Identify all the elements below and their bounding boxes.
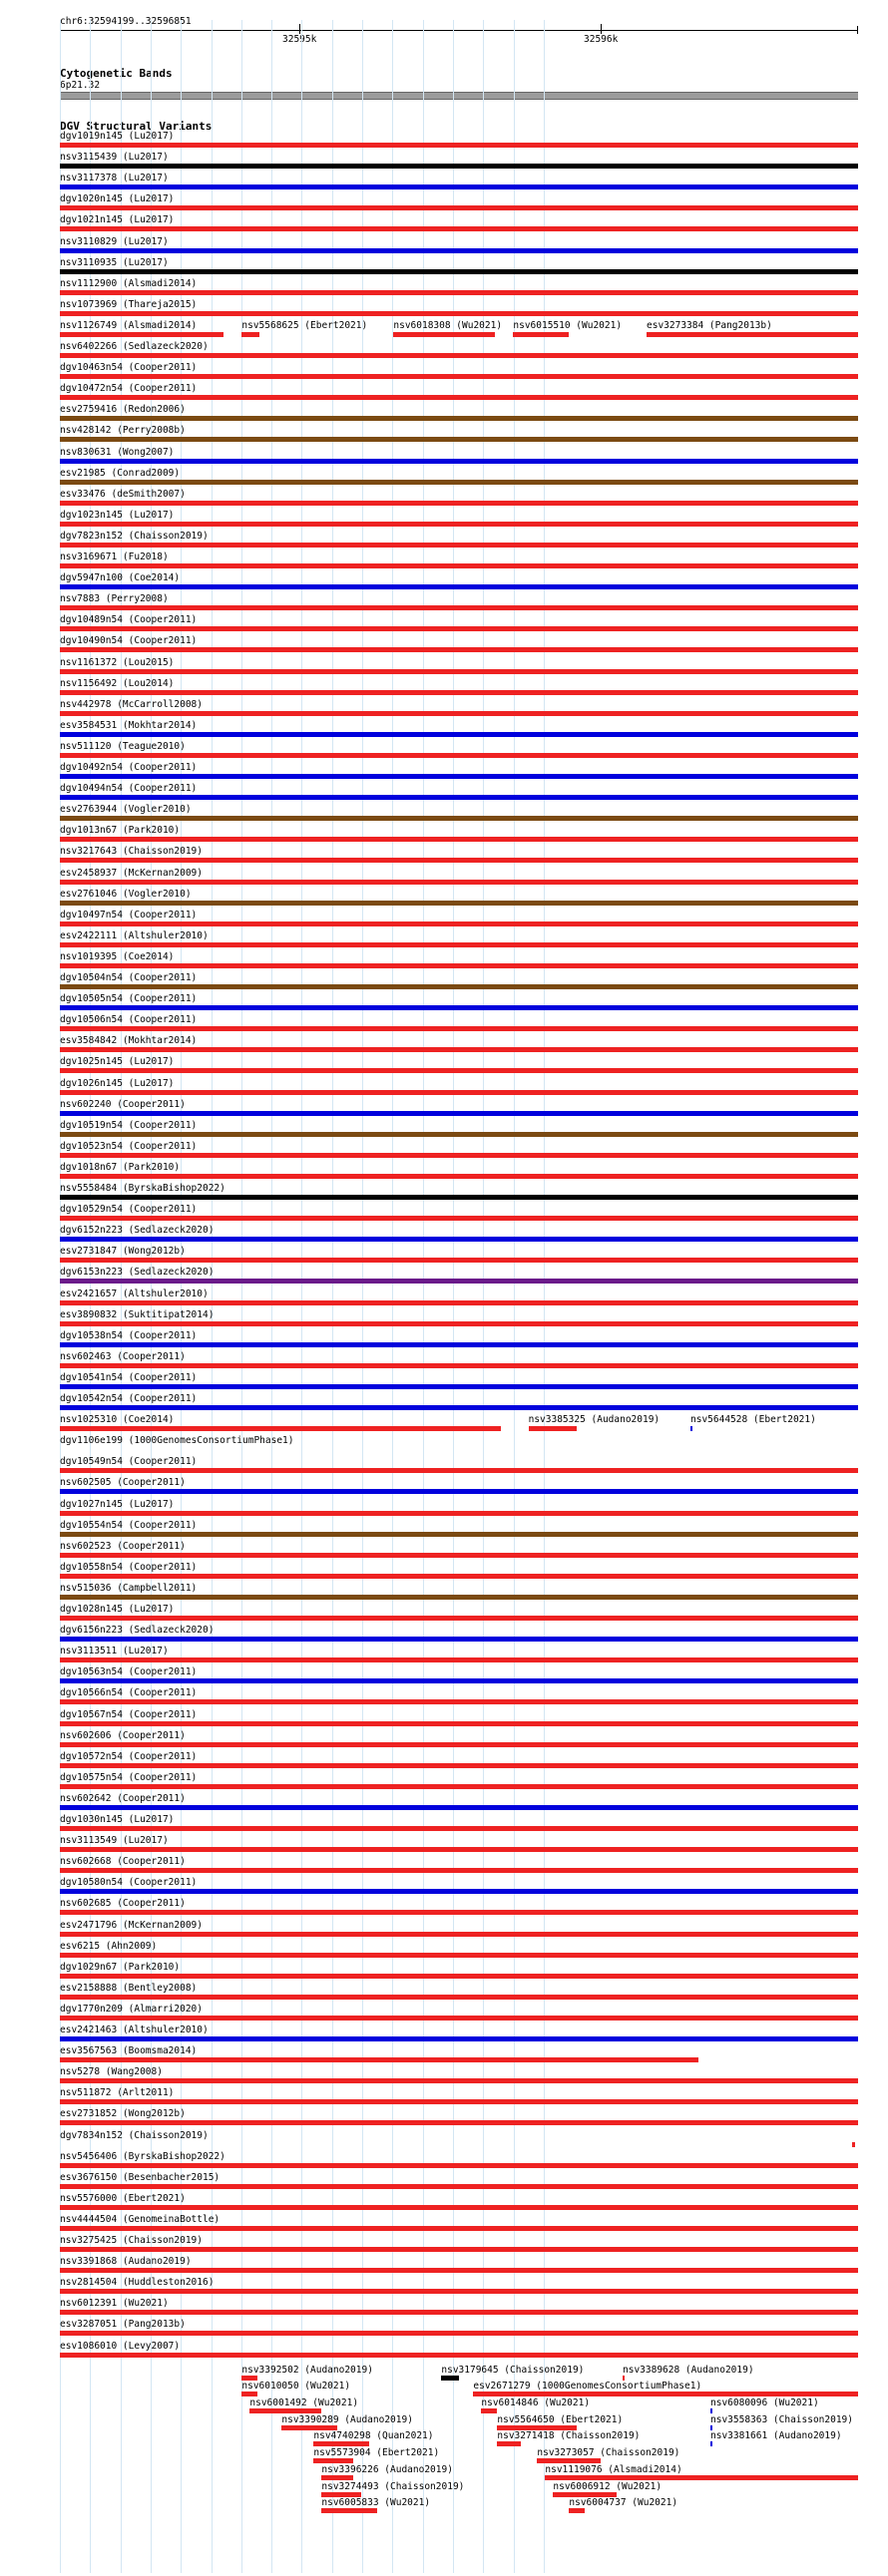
- variant-bar[interactable]: [60, 2099, 858, 2104]
- variant-label[interactable]: nsv6010050 (Wu2021): [241, 2381, 351, 2392]
- variant-label[interactable]: dgv10492n54 (Cooper2011): [60, 762, 198, 773]
- variant-label[interactable]: nsv1112900 (Alsmadi2014): [60, 277, 198, 289]
- variant-bar[interactable]: [60, 522, 858, 527]
- variant-bar[interactable]: [60, 2353, 858, 2358]
- variant-bar[interactable]: [623, 2376, 625, 2381]
- variant-bar[interactable]: [497, 2425, 577, 2430]
- variant-label[interactable]: nsv1126749 (Alsmadi2014): [60, 319, 198, 331]
- variant-bar[interactable]: [60, 416, 858, 421]
- variant-bar[interactable]: [60, 1532, 858, 1537]
- grid-line: [423, 20, 424, 2573]
- grid-line: [453, 20, 454, 2573]
- variant-label[interactable]: dgv1020n145 (Lu2017): [60, 193, 175, 205]
- variant-label[interactable]: esv3287051 (Pang2013b): [60, 2319, 186, 2331]
- variant-label[interactable]: nsv2814504 (Huddleston2016): [60, 2277, 215, 2289]
- variant-label[interactable]: nsv3385325 (Audano2019): [528, 1414, 661, 1426]
- variant-bar[interactable]: [60, 1342, 858, 1347]
- variant-bar[interactable]: [60, 626, 858, 631]
- variant-label[interactable]: dgv10566n54 (Cooper2011): [60, 1687, 198, 1699]
- ruler-axis: [60, 30, 858, 31]
- variant-bar[interactable]: [60, 1616, 858, 1621]
- variant-label[interactable]: dgv1029n67 (Park2010): [60, 1961, 181, 1973]
- variant-label[interactable]: nsv3396226 (Audano2019): [321, 2463, 453, 2475]
- variant-bar[interactable]: [60, 480, 858, 485]
- variant-bar[interactable]: [60, 1574, 858, 1579]
- variant-label[interactable]: nsv442978 (McCarroll2008): [60, 698, 203, 710]
- variant-label[interactable]: nsv602642 (Cooper2011): [60, 1792, 186, 1804]
- variant-bar[interactable]: [60, 774, 858, 779]
- variant-bar[interactable]: [321, 2508, 377, 2513]
- variant-bar[interactable]: [60, 2120, 858, 2125]
- variant-bar[interactable]: [60, 921, 858, 926]
- variant-label[interactable]: dgv10463n54 (Cooper2011): [60, 362, 198, 374]
- variant-bar[interactable]: [60, 1258, 858, 1263]
- variant-bar[interactable]: [60, 1216, 858, 1221]
- variant-label[interactable]: esv21985 (Conrad2009): [60, 467, 181, 479]
- variant-label[interactable]: dgv10572n54 (Cooper2011): [60, 1750, 198, 1762]
- variant-bar[interactable]: [60, 1657, 858, 1662]
- variant-label[interactable]: dgv10519n54 (Cooper2011): [60, 1119, 198, 1131]
- variant-bar[interactable]: [60, 669, 858, 674]
- variant-label[interactable]: esv1086010 (Levy2007): [60, 2340, 181, 2352]
- variant-label[interactable]: nsv5568625 (Ebert2021): [241, 319, 368, 331]
- variant-label[interactable]: dgv1030n145 (Lu2017): [60, 1814, 175, 1825]
- variant-bar[interactable]: [60, 1237, 858, 1242]
- variant-label[interactable]: dgv10575n54 (Cooper2011): [60, 1771, 198, 1783]
- variant-label[interactable]: nsv602505 (Cooper2011): [60, 1477, 186, 1489]
- variant-label[interactable]: esv3676150 (Besenbacher2015): [60, 2171, 221, 2183]
- ruler-label-32596k: 32596k: [584, 34, 619, 45]
- variant-bar[interactable]: [60, 816, 858, 821]
- variant-bar[interactable]: [553, 2492, 617, 2497]
- variant-bar[interactable]: [60, 164, 858, 169]
- variant-bar[interactable]: [60, 1132, 858, 1137]
- variant-label[interactable]: dgv10541n54 (Cooper2011): [60, 1371, 198, 1383]
- variant-bar[interactable]: [313, 2458, 353, 2463]
- dgv-track-title: DGV Structural Variants: [60, 120, 213, 133]
- variant-bar[interactable]: [60, 143, 858, 148]
- variant-label[interactable]: dgv1026n145 (Lu2017): [60, 1077, 175, 1089]
- variant-label[interactable]: nsv3389628 (Audano2019): [623, 2364, 754, 2376]
- variant-bar[interactable]: [60, 1111, 858, 1116]
- variant-label[interactable]: nsv602463 (Cooper2011): [60, 1350, 186, 1362]
- variant-bar[interactable]: [60, 837, 858, 842]
- variant-bar[interactable]: [60, 1721, 858, 1726]
- variant-label[interactable]: nsv6004737 (Wu2021): [569, 2497, 678, 2509]
- variant-bar[interactable]: [60, 2268, 858, 2273]
- variant-label[interactable]: nsv3115439 (Lu2017): [60, 152, 169, 164]
- variant-label[interactable]: nsv1119076 (Alsmadi2014): [545, 2463, 682, 2475]
- variant-bar[interactable]: [60, 226, 858, 231]
- variant-label[interactable]: esv2158888 (Bentley2008): [60, 1982, 198, 1994]
- variant-bar[interactable]: [60, 543, 858, 548]
- variant-label[interactable]: nsv1156492 (Lou2014): [60, 677, 175, 689]
- variant-bar[interactable]: [60, 1826, 858, 1831]
- variant-bar[interactable]: [60, 901, 858, 906]
- variant-bar[interactable]: [441, 2376, 459, 2381]
- variant-bar[interactable]: [60, 2016, 858, 2021]
- variant-label[interactable]: dgv10489n54 (Cooper2011): [60, 614, 198, 626]
- variant-label[interactable]: nsv3169671 (Fu2018): [60, 552, 169, 562]
- variant-label[interactable]: esv2731852 (Wong2012b): [60, 2108, 186, 2120]
- grid-line: [212, 20, 213, 2573]
- variant-bar[interactable]: [710, 2408, 712, 2413]
- variant-label[interactable]: nsv3274493 (Chaisson2019): [321, 2480, 465, 2492]
- variant-label[interactable]: nsv1073969 (Thareja2015): [60, 298, 198, 310]
- variant-label[interactable]: nsv602523 (Cooper2011): [60, 1540, 186, 1552]
- variant-bar[interactable]: [60, 1953, 858, 1958]
- variant-label[interactable]: nsv602606 (Cooper2011): [60, 1729, 186, 1741]
- variant-label[interactable]: dgv5947n100 (Coe2014): [60, 572, 181, 584]
- variant-label[interactable]: esv33476 (deSmith2007): [60, 488, 186, 500]
- variant-bar[interactable]: [60, 1637, 858, 1642]
- variant-label[interactable]: dgv1028n145 (Lu2017): [60, 1604, 175, 1615]
- variant-label[interactable]: esv2422111 (Altshuler2010): [60, 929, 209, 941]
- variant-bar[interactable]: [60, 1047, 858, 1052]
- variant-bar[interactable]: [60, 880, 858, 885]
- variant-label[interactable]: nsv602240 (Cooper2011): [60, 1098, 186, 1110]
- variant-bar[interactable]: [241, 332, 259, 337]
- variant-label[interactable]: esv6215 (Ahn2009): [60, 1940, 158, 1952]
- variant-bar[interactable]: [60, 795, 858, 800]
- variant-label[interactable]: dgv6152n223 (Sedlazeck2020): [60, 1225, 215, 1237]
- variant-label[interactable]: nsv6014846 (Wu2021): [481, 2397, 591, 2408]
- variant-bar[interactable]: [60, 353, 858, 358]
- variant-bar[interactable]: [60, 2205, 858, 2210]
- variant-label[interactable]: esv3584842 (Mokhtar2014): [60, 1035, 198, 1047]
- variant-label[interactable]: nsv1019395 (Coe2014): [60, 950, 175, 962]
- variant-bar[interactable]: [60, 942, 858, 947]
- variant-bar[interactable]: [569, 2508, 585, 2513]
- variant-label[interactable]: nsv3110935 (Lu2017): [60, 256, 169, 268]
- variant-bar[interactable]: [60, 1974, 858, 1979]
- variant-bar[interactable]: [60, 1784, 858, 1789]
- variant-bar[interactable]: [497, 2441, 521, 2446]
- variant-bar[interactable]: [60, 858, 858, 863]
- variant-bar[interactable]: [241, 2392, 257, 2396]
- variant-label[interactable]: dgv7823n152 (Chaisson2019): [60, 530, 209, 542]
- variant-label[interactable]: dgv10506n54 (Cooper2011): [60, 1014, 198, 1026]
- variant-bar[interactable]: [60, 1742, 858, 1747]
- variant-bar[interactable]: [60, 1384, 858, 1389]
- variant-bar[interactable]: [60, 1026, 858, 1031]
- variant-bar[interactable]: [60, 1426, 501, 1431]
- variant-label[interactable]: nsv4740298 (Quan2021): [313, 2430, 434, 2442]
- variant-bar[interactable]: [60, 269, 858, 274]
- variant-label[interactable]: nsv830631 (Wong2007): [60, 446, 175, 458]
- variant-label[interactable]: dgv10494n54 (Cooper2011): [60, 783, 198, 795]
- variant-bar[interactable]: [60, 1279, 858, 1284]
- grid-line: [514, 20, 515, 2573]
- variant-label[interactable]: nsv428142 (Perry2008b): [60, 425, 186, 437]
- variant-label[interactable]: nsv5278 (Wang2008): [60, 2066, 163, 2078]
- variant-label[interactable]: dgv10504n54 (Cooper2011): [60, 972, 198, 983]
- variant-bar[interactable]: [60, 1889, 858, 1894]
- variant-label[interactable]: esv2759416 (Redon2006): [60, 404, 186, 416]
- variant-label[interactable]: esv2421657 (Altshuler2010): [60, 1288, 209, 1299]
- variant-bar[interactable]: [60, 1300, 858, 1305]
- variant-label[interactable]: dgv10542n54 (Cooper2011): [60, 1393, 198, 1404]
- variant-label[interactable]: nsv6012391 (Wu2021): [60, 2298, 169, 2310]
- variant-label[interactable]: nsv5564650 (Ebert2021): [497, 2413, 624, 2425]
- variant-bar[interactable]: [60, 1511, 858, 1516]
- grid-line: [241, 20, 242, 2573]
- variant-label[interactable]: nsv7883 (Perry2008): [60, 593, 169, 605]
- cyto-track-title: Cytogenetic Bands: [60, 67, 173, 80]
- variant-bar[interactable]: [321, 2475, 353, 2480]
- variant-bar[interactable]: [60, 184, 858, 189]
- variant-label[interactable]: esv2731847 (Wong2012b): [60, 1246, 186, 1258]
- variant-bar[interactable]: [60, 753, 858, 758]
- variant-bar[interactable]: [537, 2458, 601, 2463]
- variant-label[interactable]: dgv10558n54 (Cooper2011): [60, 1561, 198, 1573]
- variant-label[interactable]: esv2421463 (Altshuler2010): [60, 2024, 209, 2035]
- cyto-band-bar[interactable]: [60, 92, 858, 100]
- variant-label[interactable]: dgv10567n54 (Cooper2011): [60, 1708, 198, 1720]
- variant-bar[interactable]: [60, 437, 858, 442]
- variant-bar[interactable]: [249, 2408, 321, 2413]
- variant-label[interactable]: esv2763944 (Vogler2010): [60, 804, 192, 816]
- variant-bar[interactable]: [710, 2425, 712, 2430]
- ruler-tick-32595k: [299, 24, 300, 34]
- grid-line: [483, 20, 484, 2573]
- variant-bar[interactable]: [60, 2057, 698, 2062]
- variant-bar[interactable]: [60, 584, 858, 589]
- variant-bar[interactable]: [60, 2078, 858, 2083]
- variant-label[interactable]: nsv5558484 (ByrskaBishop2022): [60, 1183, 225, 1194]
- variant-label[interactable]: esv2761046 (Vogler2010): [60, 888, 192, 900]
- variant-bar[interactable]: [60, 1847, 858, 1852]
- grid-line: [362, 20, 363, 2573]
- variant-label[interactable]: esv2458937 (McKernan2009): [60, 867, 203, 879]
- variant-label[interactable]: nsv3271418 (Chaisson2019): [497, 2430, 641, 2442]
- variant-bar[interactable]: [60, 311, 858, 316]
- variant-bar[interactable]: [241, 2376, 257, 2381]
- variant-label[interactable]: nsv6080096 (Wu2021): [710, 2397, 819, 2408]
- variant-bar[interactable]: [60, 2036, 858, 2041]
- variant-bar[interactable]: [60, 1678, 858, 1683]
- position-readout: chr6:32594199..32596851: [60, 16, 192, 27]
- variant-label[interactable]: dgv1021n145 (Lu2017): [60, 214, 175, 226]
- variant-bar[interactable]: [60, 1068, 858, 1073]
- variant-bar[interactable]: [60, 459, 858, 464]
- variant-label[interactable]: nsv6402266 (Sedlazeck2020): [60, 341, 209, 352]
- variant-bar[interactable]: [60, 690, 858, 695]
- variant-bar[interactable]: [60, 374, 858, 379]
- variant-bar[interactable]: [60, 647, 858, 652]
- grid-line: [392, 20, 393, 2573]
- variant-label[interactable]: nsv5456406 (ByrskaBishop2022): [60, 2150, 225, 2162]
- variant-bar[interactable]: [60, 2289, 858, 2294]
- variant-label[interactable]: dgv10554n54 (Cooper2011): [60, 1519, 198, 1531]
- variant-bar[interactable]: [60, 2331, 858, 2336]
- variant-label[interactable]: dgv6153n223 (Sedlazeck2020): [60, 1267, 215, 1279]
- variant-label[interactable]: dgv1019n145 (Lu2017): [60, 131, 175, 142]
- variant-label[interactable]: dgv10549n54 (Cooper2011): [60, 1456, 198, 1468]
- variant-bar[interactable]: [313, 2441, 369, 2446]
- variant-label[interactable]: dgv10505n54 (Cooper2011): [60, 993, 198, 1005]
- variant-label[interactable]: nsv6018308 (Wu2021): [393, 319, 503, 331]
- variant-bar[interactable]: [60, 2184, 858, 2189]
- variant-label[interactable]: dgv10490n54 (Cooper2011): [60, 635, 198, 647]
- ruler-label-32595k: 32595k: [282, 34, 317, 45]
- variant-label[interactable]: nsv5576000 (Ebert2021): [60, 2192, 186, 2204]
- variant-label[interactable]: nsv3113549 (Lu2017): [60, 1835, 169, 1847]
- variant-bar[interactable]: [529, 1426, 578, 1431]
- variant-bar[interactable]: [60, 395, 858, 400]
- variant-label[interactable]: esv3567563 (Boomsma2014): [60, 2045, 198, 2057]
- variant-label[interactable]: esv2471796 (McKernan2009): [60, 1919, 203, 1931]
- variant-bar[interactable]: [60, 332, 223, 337]
- variant-bar[interactable]: [647, 332, 858, 337]
- ruler-tick-32596k: [601, 24, 602, 34]
- variant-bar[interactable]: [60, 1995, 858, 2000]
- variant-bar[interactable]: [60, 1553, 858, 1558]
- variant-label[interactable]: dgv1025n145 (Lu2017): [60, 1056, 175, 1068]
- variant-label[interactable]: nsv3217643 (Chaisson2019): [60, 846, 203, 858]
- variant-bar[interactable]: [60, 711, 858, 716]
- variant-bar[interactable]: [60, 605, 858, 610]
- variant-label[interactable]: dgv10523n54 (Cooper2011): [60, 1140, 198, 1152]
- variant-bar[interactable]: [60, 1932, 858, 1937]
- variant-bar[interactable]: [60, 563, 858, 568]
- variant-label[interactable]: nsv1161372 (Lou2015): [60, 656, 175, 668]
- variant-label[interactable]: esv3584531 (Mokhtar2014): [60, 719, 198, 731]
- variant-bar[interactable]: [60, 2247, 858, 2252]
- variant-bar[interactable]: [60, 1090, 858, 1095]
- variant-label[interactable]: dgv1013n67 (Park2010): [60, 825, 181, 837]
- variant-label[interactable]: dgv1106e199 (1000GenomesConsortiumPhase1): [60, 1435, 294, 1447]
- variant-label[interactable]: nsv3179645 (Chaisson2019): [441, 2364, 585, 2376]
- variant-bar[interactable]: [60, 732, 858, 737]
- cyto-band-label: 6p21.32: [60, 80, 101, 91]
- variant-label[interactable]: nsv602668 (Cooper2011): [60, 1856, 186, 1868]
- variant-label[interactable]: nsv6015510 (Wu2021): [513, 319, 623, 331]
- variant-bar[interactable]: [60, 1363, 858, 1368]
- variant-label[interactable]: dgv10472n54 (Cooper2011): [60, 383, 198, 395]
- variant-label[interactable]: dgv10529n54 (Cooper2011): [60, 1204, 198, 1216]
- variant-label[interactable]: dgv1023n145 (Lu2017): [60, 509, 175, 521]
- variant-bar[interactable]: [60, 1005, 858, 1010]
- variant-bar[interactable]: [393, 332, 495, 337]
- ruler-tick-end: [857, 26, 858, 34]
- variant-label[interactable]: nsv3273057 (Chaisson2019): [537, 2447, 680, 2459]
- variant-label[interactable]: nsv511120 (Teague2010): [60, 740, 186, 752]
- variant-label[interactable]: esv3273384 (Pang2013b): [647, 319, 772, 331]
- variant-bar[interactable]: [60, 1763, 858, 1768]
- variant-bar[interactable]: [60, 1195, 858, 1200]
- variant-label[interactable]: esv3890832 (Suktitipat2014): [60, 1308, 215, 1320]
- variant-label[interactable]: dgv1027n145 (Lu2017): [60, 1498, 175, 1510]
- variant-bar[interactable]: [473, 2392, 858, 2396]
- variant-label[interactable]: dgv1770n209 (Almarri2020): [60, 2003, 203, 2015]
- variant-bar[interactable]: [60, 290, 858, 295]
- variant-label[interactable]: nsv602685 (Cooper2011): [60, 1898, 186, 1910]
- variant-label[interactable]: dgv1018n67 (Park2010): [60, 1161, 181, 1173]
- variant-label[interactable]: dgv10538n54 (Cooper2011): [60, 1329, 198, 1341]
- variant-bar[interactable]: [481, 2408, 497, 2413]
- variant-label[interactable]: nsv3390289 (Audano2019): [281, 2413, 413, 2425]
- variant-bar[interactable]: [60, 1489, 858, 1494]
- variant-bar[interactable]: [60, 984, 858, 989]
- variant-label[interactable]: dgv6156n223 (Sedlazeck2020): [60, 1625, 215, 1637]
- variant-label[interactable]: esv2671279 (1000GenomesConsortiumPhase1): [473, 2381, 702, 2392]
- variant-bar[interactable]: [60, 1153, 858, 1158]
- variant-bar[interactable]: [513, 332, 569, 337]
- variant-label[interactable]: nsv1025310 (Coe2014): [60, 1414, 175, 1426]
- variant-label[interactable]: nsv3275425 (Chaisson2019): [60, 2235, 203, 2246]
- variant-bar[interactable]: [60, 1321, 858, 1326]
- variant-label[interactable]: dgv10563n54 (Cooper2011): [60, 1666, 198, 1678]
- variant-bar[interactable]: [545, 2475, 858, 2480]
- variant-bar[interactable]: [852, 2142, 854, 2147]
- variant-label[interactable]: nsv3110829 (Lu2017): [60, 235, 169, 247]
- variant-bar[interactable]: [60, 2310, 858, 2315]
- variant-bar[interactable]: [60, 501, 858, 506]
- variant-label[interactable]: dgv7834n152 (Chaisson2019): [60, 2129, 209, 2141]
- variant-bar[interactable]: [60, 1868, 858, 1873]
- variant-label[interactable]: nsv6006912 (Wu2021): [553, 2480, 663, 2492]
- variant-label[interactable]: nsv3381661 (Audano2019): [710, 2430, 842, 2442]
- variant-label[interactable]: dgv10497n54 (Cooper2011): [60, 909, 198, 920]
- variant-bar[interactable]: [60, 205, 858, 210]
- variant-label[interactable]: nsv6001492 (Wu2021): [249, 2397, 359, 2408]
- variant-label[interactable]: dgv10580n54 (Cooper2011): [60, 1877, 198, 1889]
- variant-label[interactable]: nsv6005833 (Wu2021): [321, 2497, 431, 2509]
- variant-bar[interactable]: [690, 1426, 692, 1431]
- variant-label[interactable]: nsv515036 (Campbell2011): [60, 1582, 198, 1594]
- variant-bar[interactable]: [60, 1910, 858, 1915]
- variant-bar[interactable]: [60, 1595, 858, 1600]
- grid-line: [332, 20, 333, 2573]
- grid-line: [544, 20, 545, 2573]
- variant-bar[interactable]: [321, 2492, 361, 2497]
- variant-bar[interactable]: [281, 2425, 337, 2430]
- variant-label[interactable]: nsv511872 (Arlt2011): [60, 2087, 175, 2099]
- variant-bar[interactable]: [60, 2226, 858, 2231]
- variant-bar[interactable]: [60, 248, 858, 253]
- variant-label[interactable]: nsv3391868 (Audano2019): [60, 2256, 192, 2268]
- grid-line: [301, 20, 302, 2573]
- variant-bar[interactable]: [710, 2441, 712, 2446]
- variant-label[interactable]: nsv3117378 (Lu2017): [60, 173, 169, 184]
- variant-label[interactable]: nsv5573904 (Ebert2021): [313, 2447, 440, 2459]
- variant-bar[interactable]: [60, 1174, 858, 1179]
- variant-bar[interactable]: [60, 1699, 858, 1704]
- variant-label[interactable]: nsv3113511 (Lu2017): [60, 1646, 169, 1657]
- grid-line: [271, 20, 272, 2573]
- variant-label[interactable]: nsv5644528 (Ebert2021): [690, 1414, 816, 1426]
- variant-bar[interactable]: [60, 1405, 858, 1410]
- variant-bar[interactable]: [60, 963, 858, 968]
- variant-label[interactable]: nsv3392502 (Audano2019): [241, 2364, 373, 2376]
- variant-bar[interactable]: [60, 1468, 858, 1473]
- variant-bar[interactable]: [60, 2163, 858, 2168]
- variant-label[interactable]: nsv4444504 (GenomeinaBottle): [60, 2213, 221, 2225]
- variant-bar[interactable]: [60, 1805, 858, 1810]
- variant-label[interactable]: nsv3558363 (Chaisson2019): [710, 2413, 853, 2425]
